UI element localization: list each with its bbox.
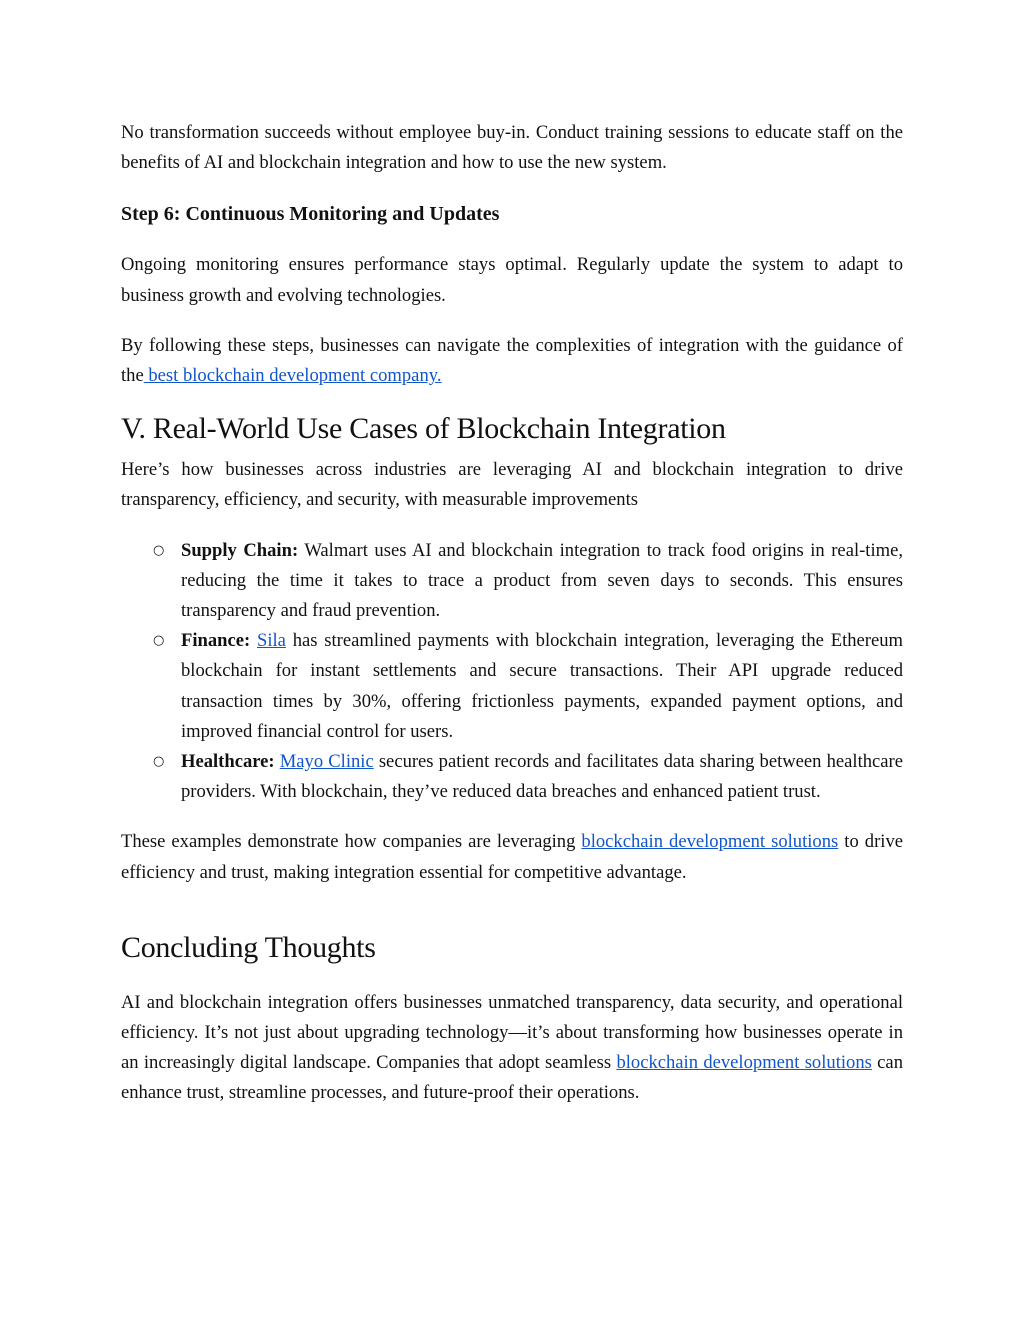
list-item-healthcare: [153, 747, 903, 807]
intro-paragraph: No transformation succeeds without employee buy-in. Conduct training sessions to educate staff on the benefits of AI and blockchain integration and how to use the new system.: [121, 122, 903, 174]
list-item-finance: [153, 626, 903, 747]
finance-label: Finance:: [181, 630, 251, 652]
document-page: [121, 118, 903, 1109]
concluding-blockchain-solutions-link[interactable]: blockchain development solutions: [616, 1052, 872, 1074]
hollow-circle-bullet-icon: ○: [153, 542, 165, 558]
section-v-intro: Here’s how businesses across industries are leveraging AI and blockchain integration to drive transparency, efficiency, and security, with measurable improvements: [121, 459, 903, 511]
blockchain-solutions-link[interactable]: blockchain development solutions: [581, 831, 839, 853]
hollow-circle-bullet-icon: ○: [153, 633, 165, 649]
concluding-text-after: can enhance trust, streamline processes, and future-proof their operations.: [121, 1052, 903, 1104]
list-item-supply-chain: [153, 536, 903, 627]
concluding-text-before: AI and blockchain integration offers businesses unmatched transparency, data security, and operational efficiency. It’s not just about upgrading technology—it’s about transforming how businesses operate in an increasingly digital landscape. Companies that adopt seamless: [121, 991, 903, 1074]
section-v-closing-paragraph: [121, 827, 903, 887]
step6-heading: Step 6: Continuous Monitoring and Updates: [121, 203, 500, 226]
use-cases-list: [121, 536, 903, 808]
section-v-heading: V. Real-World Use Cases of Blockchain Integration: [121, 412, 726, 446]
healthcare-text: secures patient records and facilitates data sharing between healthcare providers. With blockchain, they’ve reduced data breaches and enhanced patient trust.: [181, 751, 903, 803]
concluding-paragraph: [121, 988, 903, 1109]
step6-paragraph: Ongoing monitoring ensures performance stays optimal. Regularly update the system to adapt to business growth and evolving technologies.: [121, 254, 903, 306]
sila-link[interactable]: Sila: [256, 630, 286, 652]
best-blockchain-company-link[interactable]: best blockchain development company.: [143, 365, 442, 387]
hollow-circle-bullet-icon: ○: [153, 754, 165, 770]
following-steps-text: By following these steps, businesses can navigate the complexities of integration with the guidance of the: [121, 334, 903, 387]
closing-text-after: to drive efficiency and trust, making integration essential for competitive advantage.: [121, 831, 903, 883]
concluding-heading: Concluding Thoughts: [121, 930, 376, 964]
supply-chain-text: Walmart uses AI and blockchain integration to track food origins in real-time, reducing the time it takes to trace a product from seven days to seconds. This ensures transparency and fraud prevention.: [181, 539, 903, 622]
following-steps-paragraph: [121, 331, 903, 391]
healthcare-label: Healthcare:: [181, 751, 275, 773]
finance-text: has streamlined payments with blockchain integration, leveraging the Ethereum blockchain for instant settlements and secure transactions. Their API upgrade reduced transaction times by 30%, offering frictionless payments, expanded payment options, and improved financial control for users.: [181, 630, 903, 742]
supply-chain-label: Supply Chain:: [181, 539, 299, 561]
closing-text-before: These examples demonstrate how companies are leveraging: [121, 831, 582, 853]
mayo-clinic-link[interactable]: Mayo Clinic: [279, 751, 374, 773]
